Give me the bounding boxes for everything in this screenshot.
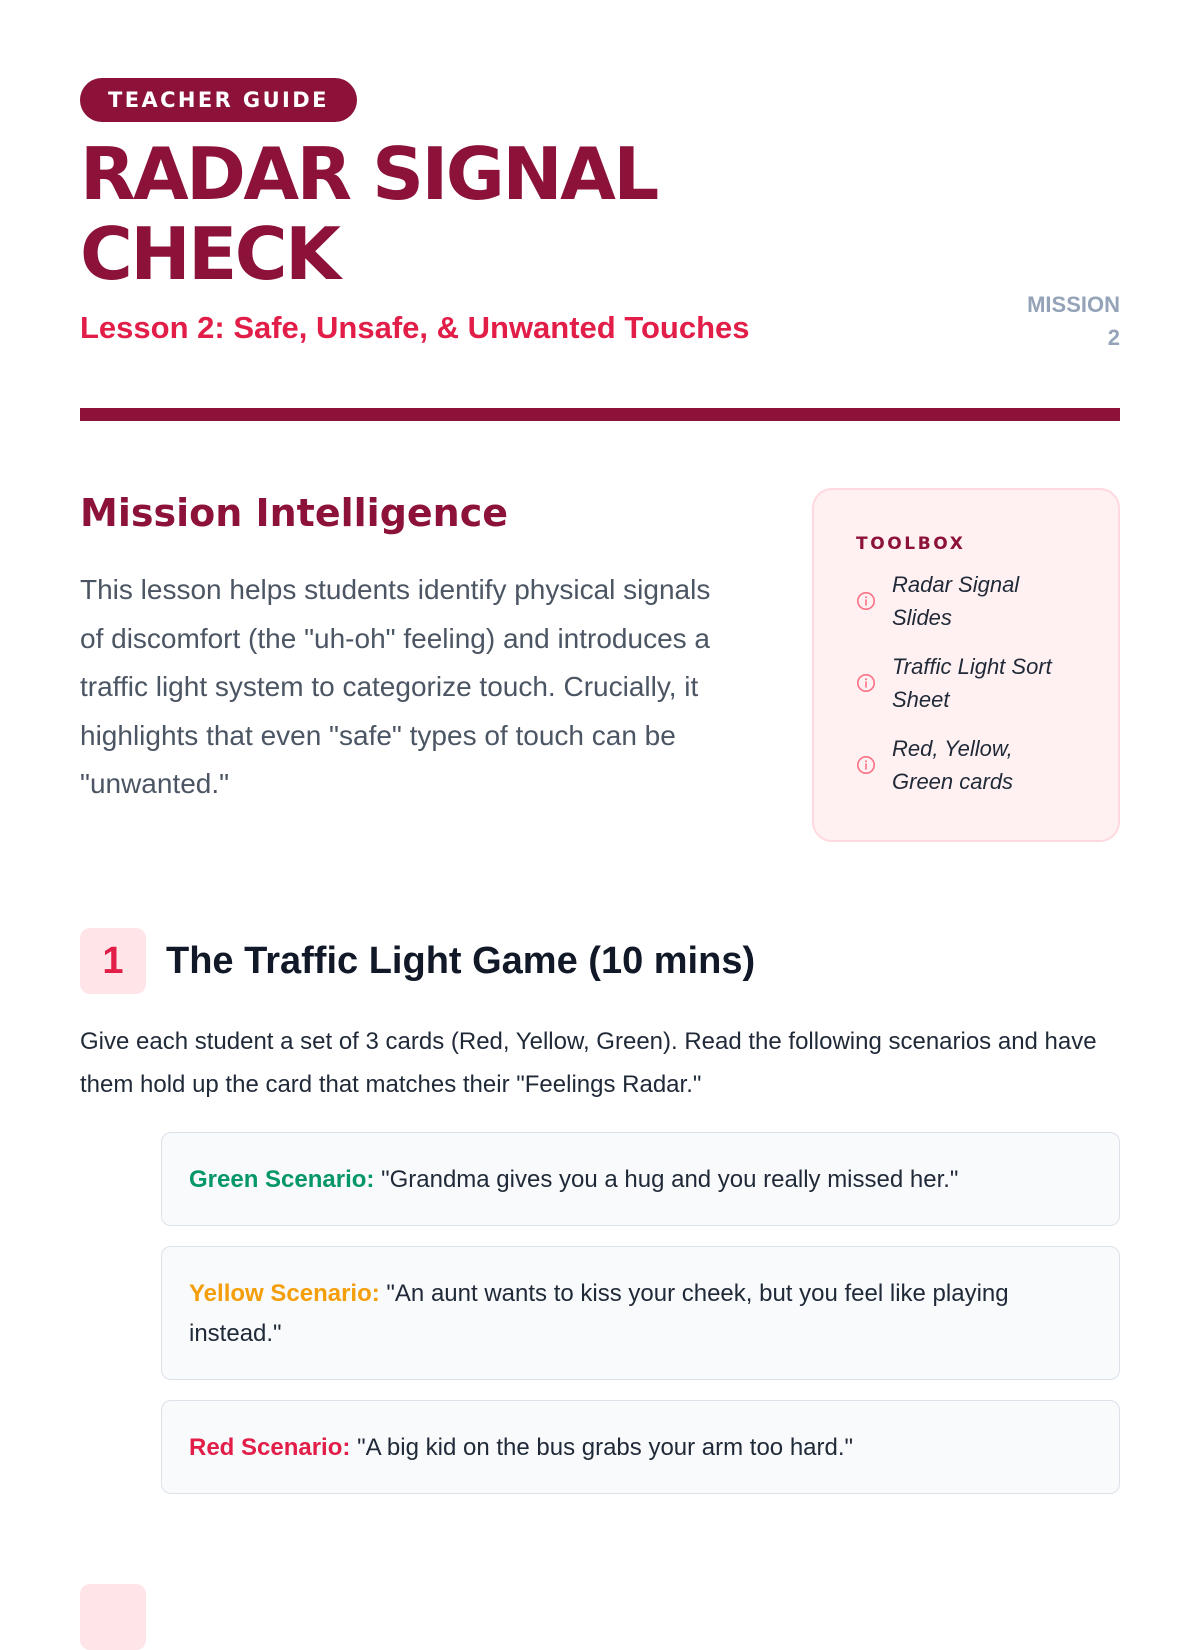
teacher-guide-badge: TEACHER GUIDE (80, 78, 357, 122)
scenario-label: Yellow Scenario: (189, 1280, 380, 1307)
step-2-number-badge (80, 1584, 146, 1650)
info-circle-icon (856, 591, 876, 611)
page (80, 78, 1120, 412)
toolbox-item (856, 568, 1078, 634)
scenario-text: "An aunt wants to kiss your cheek, but you feel like playing instead." (189, 1280, 1009, 1347)
mission-number: 2 (1107, 325, 1120, 350)
header-divider (80, 408, 1120, 421)
step-1-section (80, 928, 1120, 1514)
scenario-card-yellow (161, 1246, 1120, 1380)
scenario-card-green (161, 1132, 1120, 1226)
lesson-subtitle: Lesson 2: Safe, Unsafe, & Unwanted Touches (80, 310, 750, 345)
mission-intelligence-text: This lesson helps students identify physical signals of discomfort (the "uh-oh" feeling) and introduces a traffic light system to categorize touch. Crucially, it highlights that even "safe" types of touch can be "unwanted." (80, 574, 711, 799)
scenario-label: Red Scenario: (189, 1434, 351, 1461)
scenario-label: Green Scenario: (189, 1166, 375, 1193)
toolbox-card (812, 488, 1120, 842)
scenario-list (161, 1132, 1120, 1494)
step-1-header (80, 928, 1120, 994)
header (80, 78, 1120, 412)
toolbox-item-label: Red, Yellow, Green cards (892, 736, 1014, 794)
step-title: The Traffic Light Game (10 mins) (166, 939, 756, 982)
scenario-text: "Grandma gives you a hug and you really missed her." (381, 1166, 959, 1193)
info-circle-icon (856, 673, 876, 693)
mission-label: MISSION (1027, 292, 1120, 317)
info-circle-icon (856, 755, 876, 775)
mission-intelligence-section (80, 488, 1120, 848)
step-number-badge: 1 (80, 928, 146, 994)
step-instructions: Give each student a set of 3 cards (Red, Yellow, Green). Read the following scenarios and have them hold up the card that matches their "Feelings Radar." (80, 1028, 1097, 1098)
page-title: RADAR SIGNAL CHECK (80, 132, 657, 296)
toolbox-item-label: Radar Signal Slides (892, 572, 1020, 630)
toolbox-item-label: Traffic Light Sort Sheet (892, 654, 1052, 712)
toolbox-item (856, 650, 1078, 716)
scenario-card-red (161, 1400, 1120, 1494)
scenario-text: "A big kid on the bus grabs your arm too hard." (357, 1434, 854, 1461)
toolbox-label: TOOLBOX (856, 534, 966, 554)
toolbox-item (856, 732, 1078, 798)
mission-indicator (1000, 288, 1120, 354)
mission-intelligence-heading: Mission Intelligence (80, 491, 509, 535)
